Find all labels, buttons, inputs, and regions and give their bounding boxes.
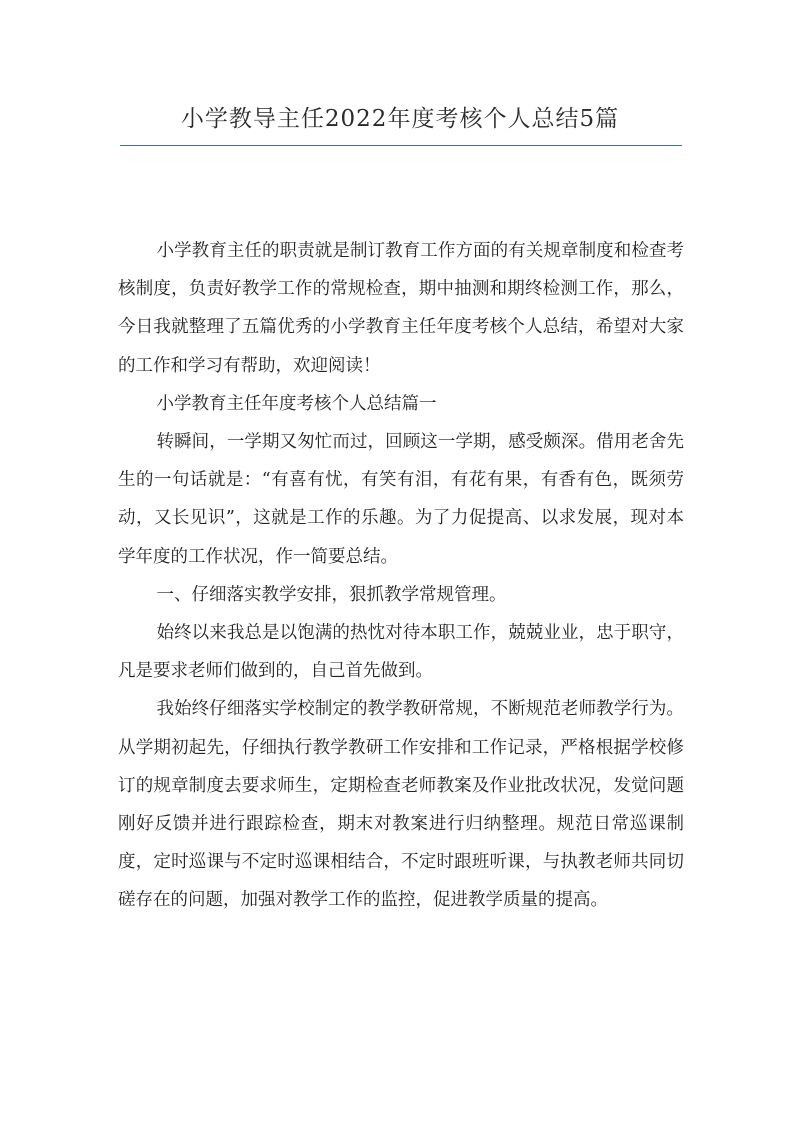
- document-body: [118, 232, 684, 920]
- body-paragraph: 始终以来我总是以饱满的热忱对待本职工作，兢兢业业，忠于职守，凡是要求老师们做到的，自己首先做到。: [118, 623, 684, 682]
- section-heading: 小学教育主任年度考核个人总结篇一: [156, 393, 437, 414]
- body-paragraph: 我始终仔细落实学校制定的教学教研常规，不断规范老师教学行为。从学期初起先，仔细执行教学教研工作安排和工作记录，严格根据学校修订的规章制度去要求师生，定期检查老师教案及作业批改状况，发觉问题刚好反馈并进行跟踪检查，期末对教案进行归纳整理。规范日常巡课制度，定时巡课与不定时巡课相结合，不定时跟班听课，与执教老师共同切磋存在的问题，加强对教学工作的监控，促进教学质量的提高。: [118, 699, 684, 911]
- intro-paragraph: 小学教育主任的职责就是制订教育工作方面的有关规章制度和检查考核制度，负责好教学工作的常规检查，期中抽测和期终检测工作，那么，今日我就整理了五篇优秀的小学教育主任年度考核个人总结，希望对大家的工作和学习有帮助，欢迎阅读！: [118, 241, 684, 376]
- body-paragraph: 转瞬间，一学期又匆忙而过，回顾这一学期，感受颇深。借用老舍先生的一句话就是：“有喜有忧，有笑有泪，有花有果，有香有色，既须劳动，又长见识”，这就是工作的乐趣。为了力促提高、以求发展，现对本学年度的工作状况，作一简要总结。: [118, 432, 684, 567]
- document-title: 小学教导主任2022年度考核个人总结5篇: [180, 106, 620, 132]
- title-underline: [120, 145, 682, 146]
- subsection-heading: 一、仔细落实教学安排，狠抓教学常规管理。: [156, 584, 507, 605]
